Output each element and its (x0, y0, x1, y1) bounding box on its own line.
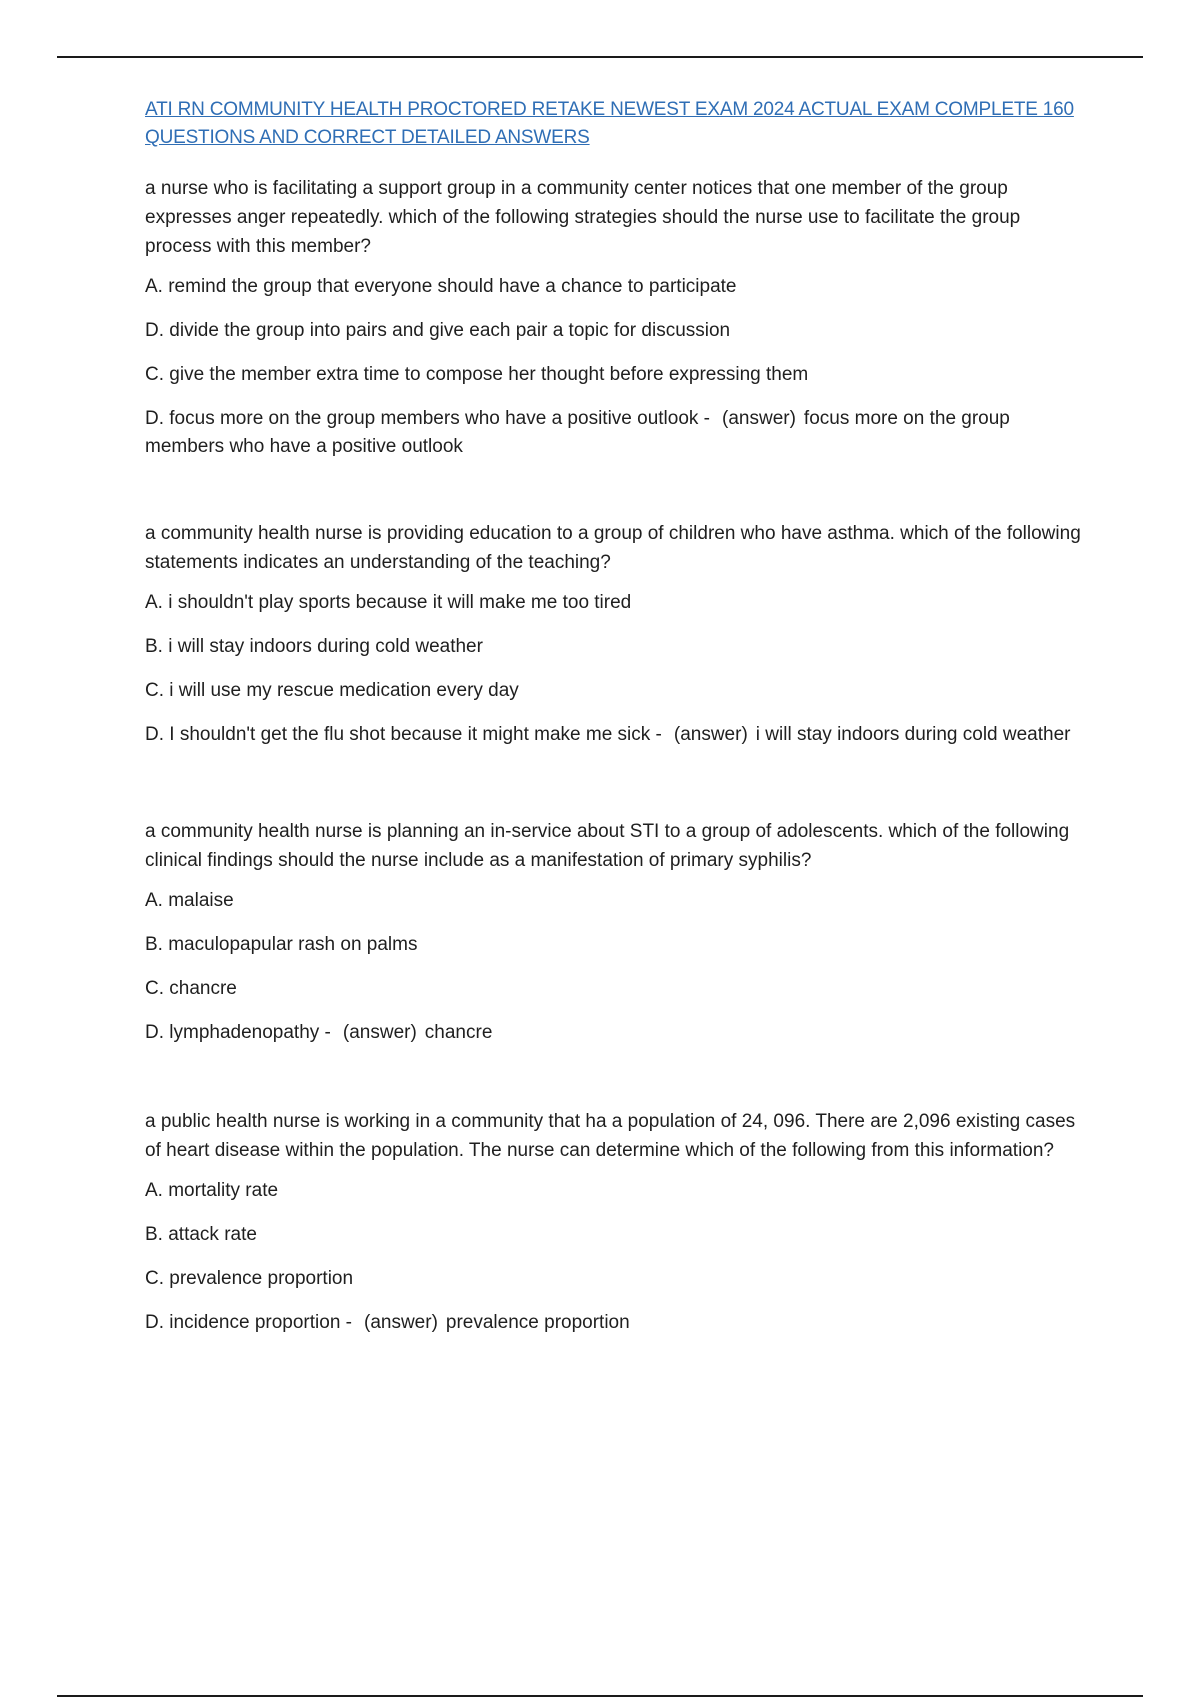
answer-text: chancre (424, 1022, 493, 1043)
bottom-rule (57, 1695, 1143, 1697)
document-title-link[interactable]: ATI RN COMMUNITY HEALTH PROCTORED RETAKE NEWEST EXAM 2024 ACTUAL EXAM COMPLETE 160 QUESTIONS AND CORRECT DETAILED ANSWERS (145, 99, 1074, 148)
spacer (145, 477, 1085, 519)
option-c: C. give the member extra time to compose her thought before expressing them (145, 364, 809, 385)
top-rule (57, 56, 1143, 58)
answer-label: (answer) (342, 1022, 417, 1043)
option-b: B. maculopapular rash on palms (145, 934, 418, 955)
option-c: C. i will use my rescue medication every day (145, 680, 519, 701)
answer-text: focus more on the group members who have a positive outlook (145, 408, 1010, 457)
answer-label: (answer) (722, 408, 796, 429)
question-stem: a public health nurse is working in a community that ha a population of 24, 096. There are 2,096 existing cases of heart disease within the population. The nurse can determine which of the following from this information? (145, 1111, 1076, 1161)
option-a: A. malaise (145, 890, 234, 911)
question-stem: a nurse who is facilitating a support group in a community center notices that one member of the group expresses anger repeatedly. which of the following strategies should the nurse use to facilitate the group process with this member? (145, 178, 1021, 257)
option-c: C. prevalence proportion (145, 1268, 354, 1289)
question-3 (145, 817, 1085, 1047)
option-a: A. remind the group that everyone should have a chance to participate (145, 276, 737, 297)
option-b: D. divide the group into pairs and give each pair a topic for discussion (145, 320, 731, 341)
option-d: D. lymphadenopathy - (145, 1022, 331, 1043)
option-a: A. mortality rate (145, 1180, 279, 1201)
question-2 (145, 519, 1085, 749)
answer-text: i will stay indoors during cold weather (755, 724, 1071, 745)
spacer (145, 1063, 1085, 1107)
question-stem: a community health nurse is providing education to a group of children who have asthma. which of the following statements indicates an understanding of the teaching? (145, 523, 1081, 573)
option-d-with-answer (145, 1019, 1085, 1047)
option-b: B. attack rate (145, 1224, 257, 1245)
option-c: C. chancre (145, 978, 237, 999)
answer-text: prevalence proportion (445, 1312, 630, 1333)
option-d: D. focus more on the group members who have a positive outlook - (145, 408, 711, 429)
question-1 (145, 174, 1085, 461)
option-d-with-answer (145, 1309, 1085, 1337)
option-d-with-answer (145, 405, 1085, 461)
option-a: A. i shouldn't play sports because it will make me too tired (145, 592, 632, 613)
option-d: D. I shouldn't get the flu shot because it might make me sick - (145, 724, 662, 745)
answer-label: (answer) (673, 724, 748, 745)
spacer (145, 765, 1085, 817)
answer-label: (answer) (364, 1312, 438, 1333)
document-body (145, 96, 1085, 1353)
option-b: B. i will stay indoors during cold weather (145, 636, 483, 657)
option-d-with-answer (145, 721, 1085, 749)
question-stem: a community health nurse is planning an in-service about STI to a group of adolescents. which of the following clinical findings should the nurse include as a manifestation of primary syphilis? (145, 821, 1070, 871)
question-4 (145, 1107, 1085, 1337)
option-d: D. incidence proportion - (145, 1312, 352, 1333)
